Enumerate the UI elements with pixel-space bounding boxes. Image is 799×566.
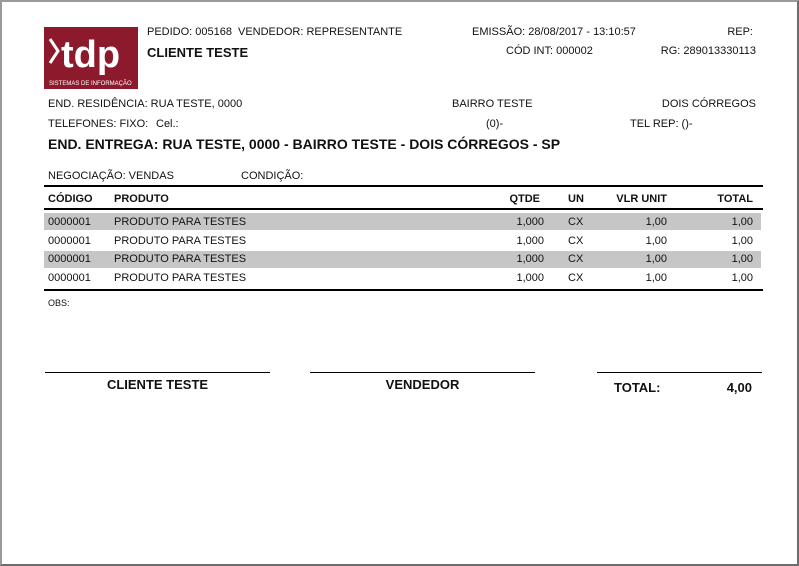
cell-vlr-unit: 1,00 xyxy=(645,253,667,265)
pedido-number: 005168 xyxy=(195,26,233,38)
signature-vendedor: VENDEDOR xyxy=(385,377,460,392)
col-header-produto: PRODUTO xyxy=(114,193,169,205)
total-label: TOTAL: xyxy=(614,380,661,395)
cell-qtde: 1,000 xyxy=(516,235,544,247)
vendedor-field xyxy=(238,26,402,38)
vendedor-label: VENDEDOR: xyxy=(238,26,304,38)
bairro: BAIRRO TESTE xyxy=(452,98,533,110)
rep-label: REP: xyxy=(727,26,753,38)
negociacao: NEGOCIAÇÃO: VENDAS xyxy=(48,170,174,182)
table-top-rule xyxy=(44,185,763,187)
cell-total: 1,00 xyxy=(731,216,753,228)
cod-int: CÓD INT: 000002 xyxy=(506,45,593,57)
cell-codigo: 0000001 xyxy=(48,216,91,228)
cell-produto: PRODUTO PARA TESTES xyxy=(114,216,247,228)
cell-un: CX xyxy=(568,235,584,247)
cell-qtde: 1,000 xyxy=(516,272,544,284)
logo-text: tdp xyxy=(61,34,121,76)
obs-label: OBS: xyxy=(48,298,70,308)
total-value: 4,00 xyxy=(726,380,752,395)
signature-line-cliente xyxy=(45,372,270,373)
tel-rep: TEL REP: ()- xyxy=(630,118,693,130)
cell-total: 1,00 xyxy=(731,272,753,284)
col-header-qtde: QTDE xyxy=(509,193,540,205)
cell-un: CX xyxy=(568,253,584,265)
cell-vlr-unit: 1,00 xyxy=(645,216,667,228)
end-entrega: END. ENTREGA: RUA TESTE, 0000 - BAIRRO TESTE - DOIS CÓRREGOS - SP xyxy=(48,136,561,152)
vendedor-name: REPRESENTANTE xyxy=(306,26,403,38)
col-header-total: TOTAL xyxy=(717,193,753,205)
cell-codigo: 0000001 xyxy=(48,272,91,284)
cell-codigo: 0000001 xyxy=(48,235,91,247)
table-header-rule xyxy=(44,208,763,210)
emissao-date: EMISSÃO: 28/08/2017 - 13:10:57 xyxy=(472,26,636,38)
end-residencia: END. RESIDÊNCIA: RUA TESTE, 0000 xyxy=(48,98,243,110)
cel-label: Cel.: xyxy=(156,118,179,130)
cell-vlr-unit: 1,00 xyxy=(645,235,667,247)
signature-cliente: CLIENTE TESTE xyxy=(106,377,209,392)
cell-total: 1,00 xyxy=(731,253,753,265)
rg-number: RG: 289013330113 xyxy=(660,45,756,57)
fixo-value: (0)- xyxy=(486,118,504,130)
signature-line-vendedor xyxy=(310,372,535,373)
table-bottom-rule xyxy=(44,289,763,291)
cell-un: CX xyxy=(568,216,584,228)
cell-produto: PRODUTO PARA TESTES xyxy=(114,272,247,284)
pedido-field xyxy=(147,26,232,38)
cell-produto: PRODUTO PARA TESTES xyxy=(114,253,247,265)
telefones-label: TELEFONES: FIXO: xyxy=(48,118,149,130)
cell-produto: PRODUTO PARA TESTES xyxy=(114,235,247,247)
cliente-name: CLIENTE TESTE xyxy=(147,45,249,60)
cell-vlr-unit: 1,00 xyxy=(645,272,667,284)
logo-subtitle: SISTEMAS DE INFORMAÇÃO xyxy=(49,81,132,87)
cell-total: 1,00 xyxy=(731,235,753,247)
condicao: CONDIÇÃO: xyxy=(241,170,304,182)
col-header-un: UN xyxy=(568,193,584,205)
cidade: DOIS CÓRREGOS xyxy=(661,98,756,110)
pedido-label: PEDIDO: xyxy=(147,26,193,38)
cell-qtde: 1,000 xyxy=(516,216,544,228)
col-header-vlr-unit: VLR UNIT xyxy=(616,193,667,205)
cell-qtde: 1,000 xyxy=(516,253,544,265)
total-line xyxy=(597,372,762,373)
col-header-codigo: CÓDIGO xyxy=(48,193,93,205)
logo-graphic xyxy=(44,27,138,89)
cell-codigo: 0000001 xyxy=(48,253,91,265)
cell-un: CX xyxy=(568,272,584,284)
company-logo xyxy=(44,27,138,89)
